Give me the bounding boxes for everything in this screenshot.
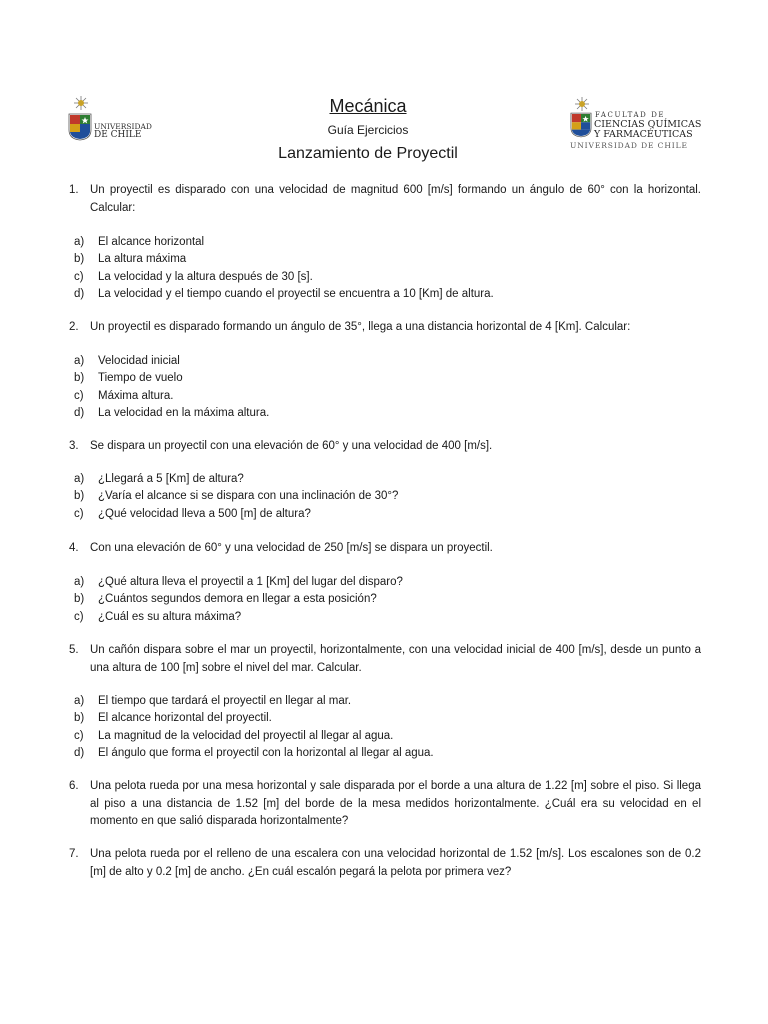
list-item [74,609,694,626]
question-text: Con una elevación de 60° y una velocidad de 250 [m/s] se dispara un proyectil. [90,542,493,554]
logo-left-line1: UNIVERSIDAD [94,122,152,131]
option-label: b) [74,372,85,385]
logo-right-line2: CIENCIAS QUÍMICAS [594,119,702,130]
question-6 [69,778,701,831]
question-3 [69,438,701,456]
option-label: b) [74,253,85,266]
list-item [74,388,694,405]
option-label: c) [74,729,84,742]
option-text: Tiempo de vuelo [98,372,183,385]
option-label: a) [74,695,85,707]
question-1 [69,182,701,217]
option-text: La velocidad y la altura después de 30 [s]. [98,270,313,283]
question-7 [69,846,701,881]
option-text: Velocidad inicial [98,355,180,367]
option-label: c) [74,389,84,402]
section-heading: Lanzamiento de Proyectil [278,145,458,162]
list-item [74,574,694,591]
option-label: c) [74,507,84,520]
option-label: d) [74,287,85,300]
list-item [74,353,694,370]
option-text: El tiempo que tardará el proyectil en llegar al mar. [98,695,352,707]
list-item [74,251,694,268]
option-text: Máxima altura. [98,389,174,402]
option-text: ¿Llegará a 5 [Km] de altura? [98,473,244,485]
option-label: a) [74,576,85,588]
question-number: 3. [69,440,79,452]
option-label: d) [74,746,85,759]
question-3-options [74,471,694,523]
option-text: El ángulo que forma el proyectil con la horizontal al llegar al agua. [98,746,434,759]
question-number: 4. [69,542,79,554]
question-text: Un proyectil es disparado formando un ángulo de 35°, llega a una distancia horizontal de 4 [Km]. Calcular: [90,321,631,333]
question-5 [69,642,701,677]
question-text: Un proyectil es disparado con una velocidad de magnitud 600 [m/s] formando un ángulo de 60° con la horizontal. Calcular: [90,184,701,214]
option-text: El alcance horizontal del proyectil. [98,712,272,725]
option-label: b) [74,712,85,725]
option-text: ¿Varía el alcance si se dispara con una inclinación de 30°? [98,490,399,503]
option-label: a) [74,473,85,485]
list-item [74,405,694,422]
list-item [74,471,694,488]
list-item [74,234,694,251]
option-text: La altura máxima [98,253,187,266]
option-text: ¿Qué velocidad lleva a 500 [m] de altura? [98,507,311,520]
question-4 [69,540,701,558]
logo-right-line4: UNIVERSIDAD DE CHILE [570,141,688,150]
page-subtitle: Guía Ejercicios [327,123,409,137]
question-text: Una pelota rueda por el relleno de una escalera con una velocidad horizontal de 1.52 [m/s]. Los escalones son de 0.2 [m] de alto y 0.2 [m] de ancho. ¿En cuál escalón pegará la pelota por primera vez? [90,848,701,878]
option-label: b) [74,593,85,606]
question-text: Se dispara un proyectil con una elevación de 60° y una velocidad de 400 [m/s]. [90,440,493,452]
option-text: La velocidad en la máxima altura. [98,406,270,419]
list-item [74,693,694,710]
list-item [74,506,694,523]
question-number: 6. [69,780,79,792]
option-label: c) [74,270,84,283]
list-item [74,728,694,745]
option-label: a) [74,355,85,367]
option-text: ¿Cuántos segundos demora en llegar a esta posición? [98,593,377,606]
question-number: 7. [69,848,79,860]
logo-right-line3: Y FARMACÉUTICAS [594,129,693,140]
page-title: Mecánica [329,96,407,116]
list-item [74,286,694,303]
question-number: 1. [69,184,79,196]
list-item [74,488,694,505]
list-item [74,745,694,762]
question-1-options [74,234,694,303]
logo-left-line2: DE CHILE [94,130,142,140]
list-item [74,370,694,387]
question-4-options [74,574,694,626]
question-text: Un cañón dispara sobre el mar un proyectil, horizontalmente, con una velocidad inicial de 400 [m/s], desde un punto a una altura de 100 [m] sobre el nivel del mar. Calcular. [90,644,701,674]
option-text: El alcance horizontal [98,236,205,248]
question-2 [69,319,701,337]
list-item [74,269,694,286]
option-text: La velocidad y el tiempo cuando el proyectil se encuentra a 10 [Km] de altura. [98,287,494,300]
option-text: ¿Qué altura lleva el proyectil a 1 [Km] del lugar del disparo? [98,576,403,588]
question-2-options [74,353,694,422]
question-number: 5. [69,644,79,656]
option-label: b) [74,490,85,503]
option-label: c) [74,610,84,623]
list-item [74,591,694,608]
list-item [74,710,694,727]
question-5-options [74,693,694,762]
option-label: d) [74,406,85,419]
logo-right-line1: FACULTAD DE [595,111,666,119]
option-text: La magnitud de la velocidad del proyectil al llegar al agua. [98,729,394,742]
question-text: Una pelota rueda por una mesa horizontal y sale disparada por el borde a una altura de 1.22 [m] sobre el piso. Si llega al piso a una distancia de 1.52 [m] del borde de la mesa medidos horizontalmente. ¿Cuál era su velocidad en el momento en que salió disparada horizontalmente? [90,780,701,827]
question-number: 2. [69,321,79,333]
option-label: a) [74,236,85,248]
option-text: ¿Cuál es su altura máxima? [98,610,242,623]
